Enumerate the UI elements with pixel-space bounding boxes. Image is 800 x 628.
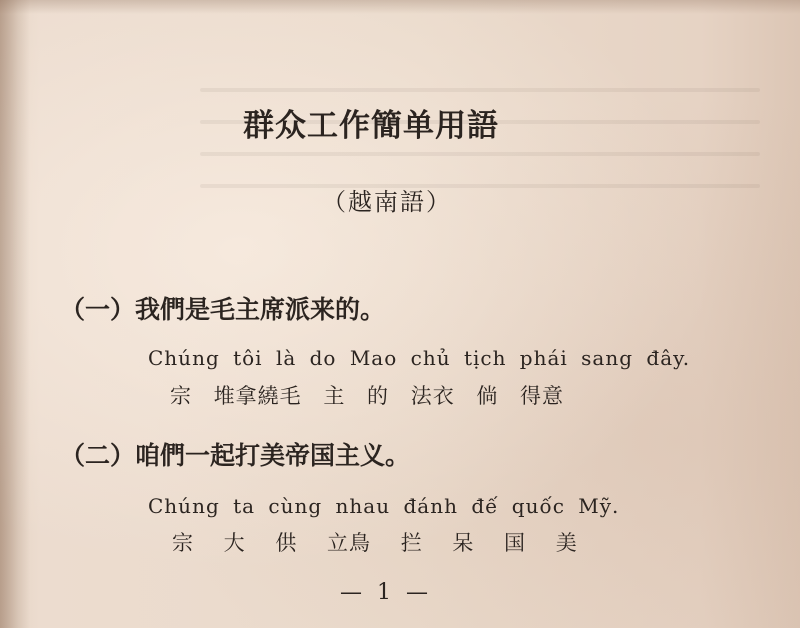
page-title: 群众工作簡单用語 — [243, 108, 499, 144]
page-number: — 1 — — [340, 580, 432, 605]
bleed-through-text — [200, 60, 760, 260]
section-2-heading: （二）咱們一起打美帝国主义。 — [60, 441, 411, 470]
top-edge-shadow — [0, 0, 800, 14]
section-2-pronunciation: 宗 大 供 立鳥 拦 呆 国 美 — [172, 531, 578, 555]
page-subtitle: （越南語） — [322, 188, 452, 216]
section-1-vietnamese: Chúng tôi là do Mao chủ tịch phái sang đây. — [148, 346, 691, 370]
section-1-heading: （一）我們是毛主席派来的。 — [60, 295, 386, 324]
section-2-vietnamese: Chúng ta cùng nhau đánh đế quốc Mỹ. — [148, 494, 620, 518]
section-1-pronunciation: 宗 堆拿繞毛 主 的 法衣 倘 得意 — [170, 384, 565, 408]
spine-shadow — [0, 0, 30, 628]
